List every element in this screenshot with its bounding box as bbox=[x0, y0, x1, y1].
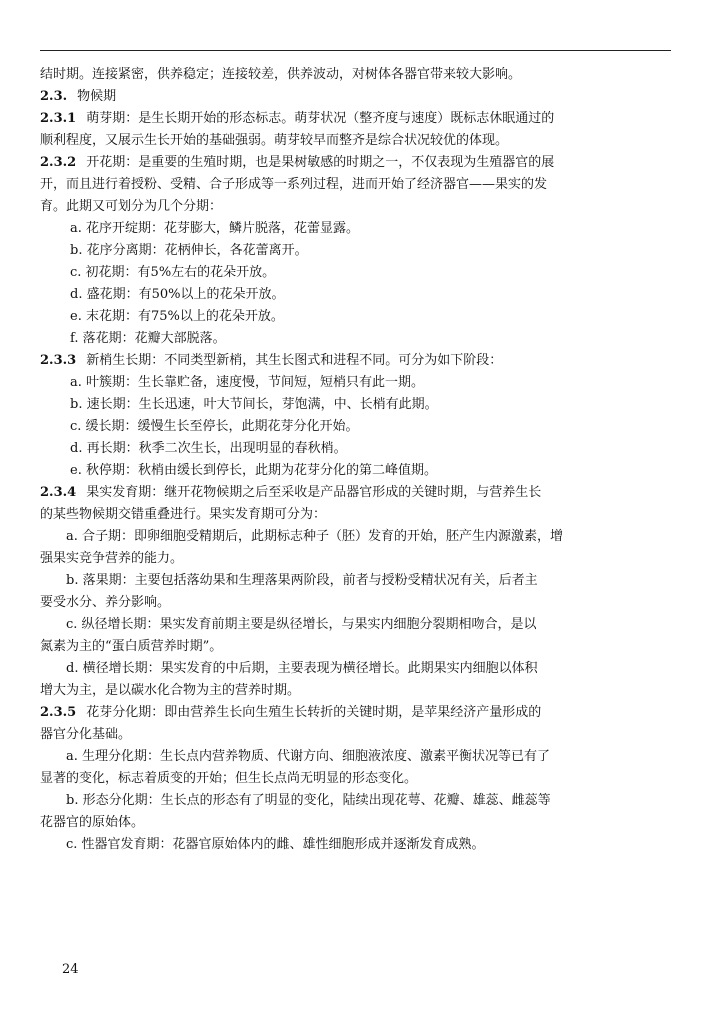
text-line bbox=[40, 680, 669, 702]
line-text: 花器官的原始体。 bbox=[40, 815, 145, 830]
text-line bbox=[40, 658, 669, 680]
line-text: 器官分化基础。 bbox=[40, 727, 132, 742]
line-text: f. 落花期：花瓣大部脱落。 bbox=[70, 331, 226, 346]
line-text: a. 花序开绽期：花芽膨大，鳞片脱落，花蕾显露。 bbox=[70, 221, 360, 236]
section-number: 2.3.4 bbox=[40, 485, 77, 500]
line-text: 开花期：是重要的生殖时期，也是果树敏感的时期之一，不仅表现为生殖器官的展 bbox=[86, 155, 555, 170]
text-line bbox=[40, 746, 669, 768]
line-text: b. 花序分离期：花柄伸长，各花蕾离开。 bbox=[70, 243, 308, 258]
line-text: 结时期。连接紧密，供养稳定；连接较差，供养波动，对树体各器官带来较大影响。 bbox=[40, 67, 522, 82]
text-line bbox=[40, 196, 669, 218]
text-line bbox=[40, 768, 669, 790]
text-line bbox=[40, 240, 669, 262]
line-text: b. 形态分化期：生长点的形态有了明显的变化，陆续出现花萼、花瓣、雄蕊、雌蕊等 bbox=[66, 793, 551, 808]
text-line bbox=[40, 152, 669, 174]
line-text: a. 叶簇期：生长靠贮备，速度慢，节间短，短梢只有此一期。 bbox=[70, 375, 425, 390]
text-line bbox=[40, 636, 669, 658]
section-number: 2.3.5 bbox=[40, 705, 77, 720]
line-text: c. 初花期：有5%左右的花朵开放。 bbox=[70, 265, 276, 280]
text-line bbox=[40, 416, 669, 438]
text-line bbox=[40, 438, 669, 460]
text-line bbox=[40, 482, 669, 504]
text-line bbox=[40, 834, 669, 856]
line-text: d. 盛花期：有50%以上的花朵开放。 bbox=[70, 287, 285, 302]
text-line bbox=[40, 548, 669, 570]
text-line bbox=[40, 64, 669, 86]
line-text: b. 落果期：主要包括落幼果和生理落果两阶段，前者与授粉受精状况有关，后者主 bbox=[66, 573, 538, 588]
text-line bbox=[40, 460, 669, 482]
text-line bbox=[40, 262, 669, 284]
line-text: 顺利程度，又展示生长开始的基础强弱。萌芽较早而整齐是综合状况较优的体现。 bbox=[40, 133, 509, 148]
line-text: 萌芽期：是生长期开始的形态标志。萌芽状况（整齐度与速度）既标志休眠通过的 bbox=[86, 111, 555, 126]
text-line bbox=[40, 174, 669, 196]
text-line bbox=[40, 372, 669, 394]
text-line bbox=[40, 328, 669, 350]
text-line bbox=[40, 526, 669, 548]
line-text: 开，而且进行着授粉、受精、合子形成等一系列过程，进而开始了经济器官——果实的发 bbox=[40, 177, 548, 192]
line-text: e. 秋停期：秋梢由缓长到停长，此期为花芽分化的第二峰值期。 bbox=[70, 463, 437, 478]
text-line bbox=[40, 130, 669, 152]
page-number: 24 bbox=[62, 962, 79, 977]
text-line bbox=[40, 812, 669, 834]
line-text: 增大为主，是以碳水化合物为主的营养时期。 bbox=[40, 683, 301, 698]
line-text: d. 横径增长期：果实发育的中后期，主要表现为横径增长。此期果实内细胞以体积 bbox=[66, 661, 538, 676]
line-text: 氮素为主的“蛋白质营养时期”。 bbox=[40, 639, 223, 654]
line-text: 花芽分化期：即由营养生长向生殖生长转折的关键时期，是苹果经济产量形成的 bbox=[86, 705, 542, 720]
text-line bbox=[40, 218, 669, 240]
line-text: 强果实竞争营养的能力。 bbox=[40, 551, 184, 566]
text-line bbox=[40, 86, 669, 108]
line-text: 新梢生长期：不同类型新梢，其生长图式和进程不同。可分为如下阶段： bbox=[86, 353, 503, 368]
line-text: 的某些物候期交错重叠进行。果实发育期可分为： bbox=[40, 507, 327, 522]
line-text: b. 速长期：生长迅速，叶大节间长，芽饱满，中、长梢有此期。 bbox=[70, 397, 438, 412]
text-line bbox=[40, 790, 669, 812]
body-text bbox=[40, 64, 669, 856]
text-line bbox=[40, 284, 669, 306]
text-line bbox=[40, 394, 669, 416]
line-text: a. 合子期：即卵细胞受精期后，此期标志种子（胚）发育的开始，胚产生内源激素，增 bbox=[66, 529, 564, 544]
section-number: 2.3.2 bbox=[40, 155, 77, 170]
line-text: 育。此期又可划分为几个分期： bbox=[40, 199, 223, 214]
text-line bbox=[40, 570, 669, 592]
line-text: c. 缓长期：缓慢生长至停长，此期花芽分化开始。 bbox=[70, 419, 359, 434]
header-rule bbox=[40, 50, 671, 51]
section-number: 2.3.1 bbox=[40, 111, 77, 126]
line-text: c. 纵径增长期：果实发育前期主要是纵径增长，与果实内细胞分裂期相吻合，是以 bbox=[66, 617, 537, 632]
line-text: 物候期 bbox=[77, 89, 117, 104]
text-line bbox=[40, 108, 669, 130]
line-text: e. 末花期：有75%以上的花朵开放。 bbox=[70, 309, 284, 324]
text-line bbox=[40, 724, 669, 746]
line-text: a. 生理分化期：生长点内营养物质、代谢方向、细胞液浓度、激素平衡状况等已有了 bbox=[66, 749, 551, 764]
text-line bbox=[40, 702, 669, 724]
text-line bbox=[40, 350, 669, 372]
section-number: 2.3. bbox=[40, 89, 68, 104]
text-line bbox=[40, 504, 669, 526]
line-text: 要受水分、养分影响。 bbox=[40, 595, 171, 610]
line-text: 果实发育期：继开花物候期之后至采收是产品器官形成的关键时期，与营养生长 bbox=[86, 485, 542, 500]
text-line bbox=[40, 306, 669, 328]
line-text: c. 性器官发育期：花器官原始体内的雌、雄性细胞形成并逐渐发育成熟。 bbox=[66, 837, 485, 852]
text-line bbox=[40, 614, 669, 636]
line-text: d. 再长期：秋季二次生长，出现明显的春秋梢。 bbox=[70, 441, 347, 456]
section-number: 2.3.3 bbox=[40, 353, 77, 368]
line-text: 显著的变化，标志着质变的开始；但生长点尚无明显的形态变化。 bbox=[40, 771, 418, 786]
text-line bbox=[40, 592, 669, 614]
